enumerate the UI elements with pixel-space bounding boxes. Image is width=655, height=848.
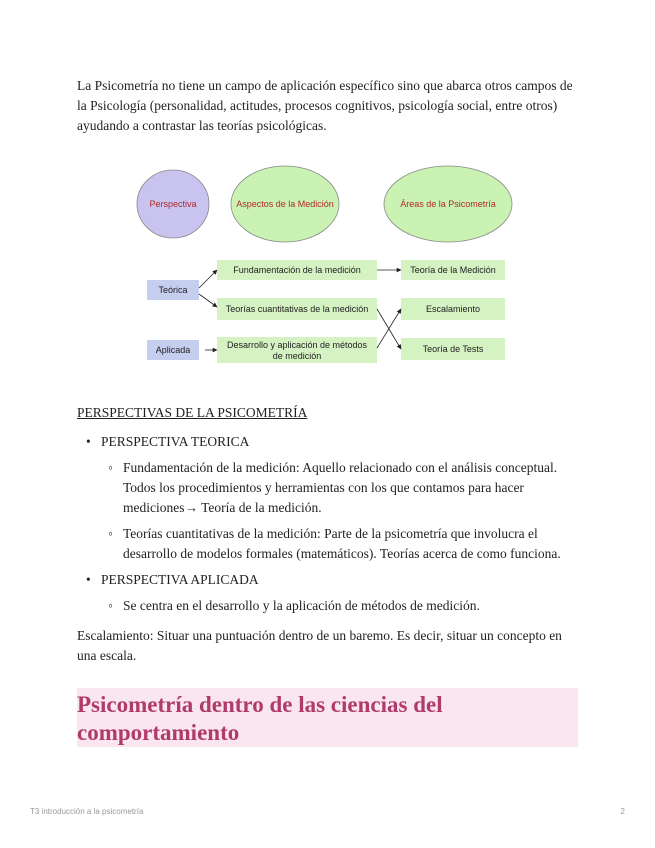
box-desarrollo-label-2: de medición [272, 351, 322, 361]
escalamiento-paragraph: Escalamiento: Situar una puntuación dentro de un baremo. Es decir, situar un concepto en una escala. [77, 628, 562, 663]
list-item: ◦ Se centra en el desarrollo y la aplicación de métodos de medición. [101, 596, 582, 616]
box-aplicada-label: Aplicada [155, 345, 191, 355]
ellipse-areas-label: Áreas de la Psicometría [400, 199, 496, 209]
list-item: ◦ Fundamentación de la medición: Aquello relacionado con el análisis conceptual. Todos los procedimientos y herramientas con los que contamos para hacer mediciones→ Teoría de la medición. [101, 458, 582, 518]
perspective-teorica-label: PERSPECTIVA TEORICA [101, 434, 250, 449]
footer-document-title: T3 introducción a la psicometría [30, 807, 144, 816]
psychometry-diagram [135, 160, 520, 370]
sublist [101, 596, 582, 616]
footer-page-number: 2 [620, 807, 625, 816]
arrow-teorica-fundamentacion [199, 270, 217, 288]
box-teorica-label: Teórica [158, 285, 188, 295]
box-fundamentacion-label: Fundamentación de la medición [233, 265, 361, 275]
box-teoria-medicion-label: Teoría de la Medición [410, 265, 496, 275]
arrow-teorica-teorias [199, 294, 217, 307]
perspectives-list [77, 432, 582, 622]
box-teoria-tests-label: Teoría de Tests [422, 344, 484, 354]
sublist [101, 458, 582, 564]
intro-paragraph: La Psicometría no tiene un campo de aplicación específico sino que abarca otros campos de la Psicología (personalidad, actitudes, procesos cognitivos, psicología social, entre otros) ayudando a contrastar las teorías psicológicas. [77, 78, 573, 133]
box-escalamiento-label: Escalamiento [425, 304, 481, 314]
section-heading-2: Psicometría dentro de las ciencias del comportamiento [77, 688, 578, 747]
section-heading: PERSPECTIVAS DE LA PSICOMETRÍA [77, 405, 308, 420]
list-item [77, 432, 582, 564]
list-item [77, 570, 582, 616]
list-item: ◦ Teorías cuantitativas de la medición: Parte de la psicometría que involucra el desarrollo de modelos formales (matemáticos). Teorías acerca de como funciona. [101, 524, 582, 564]
box-desarrollo-label-1: Desarrollo y aplicación de métodos [226, 340, 368, 350]
perspective-aplicada-label: PERSPECTIVA APLICADA [101, 572, 259, 587]
box-teorias-label: Teorías cuantitativas de la medición [225, 304, 369, 314]
ellipse-aspectos-label: Aspectos de la Medición [236, 199, 334, 209]
ellipse-perspectiva-label: Perspectiva [149, 199, 197, 209]
